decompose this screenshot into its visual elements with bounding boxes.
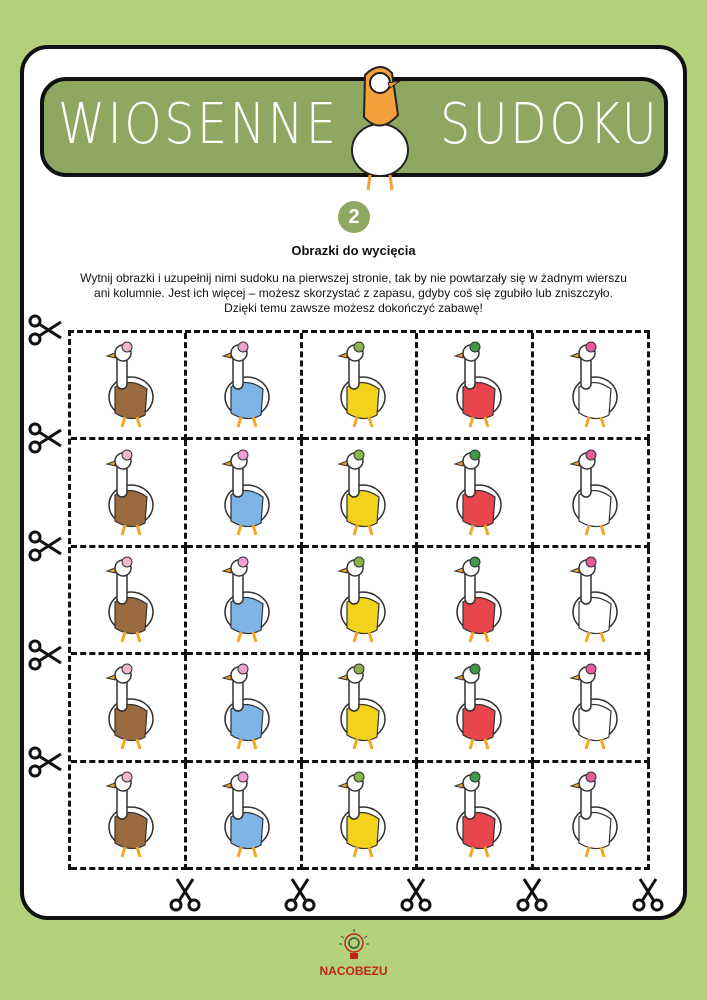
cutout-cell[interactable] — [418, 440, 534, 547]
cutout-cell[interactable] — [534, 440, 650, 547]
cutout-cell[interactable] — [187, 763, 303, 870]
title-right: SUDOKU — [440, 92, 660, 157]
goose-mascot-icon — [340, 55, 420, 195]
cutout-cell[interactable] — [187, 548, 303, 655]
daisy-goose-icon — [319, 659, 399, 755]
scissors-icon — [27, 637, 63, 673]
strawberry-goose-icon — [435, 552, 515, 648]
butterfly-goose-icon — [203, 659, 283, 755]
flower-dress-goose-icon — [551, 552, 631, 648]
bunny-goose-icon — [87, 552, 167, 648]
cutout-cell[interactable] — [71, 763, 187, 870]
cutout-cell[interactable] — [71, 440, 187, 547]
cutout-cell[interactable] — [303, 763, 419, 870]
scissors-icon — [514, 877, 550, 913]
cutout-cell[interactable] — [303, 440, 419, 547]
strawberry-goose-icon — [435, 445, 515, 541]
butterfly-goose-icon — [203, 767, 283, 863]
cutout-cell[interactable] — [418, 763, 534, 870]
daisy-goose-icon — [319, 445, 399, 541]
scissors-icon — [167, 877, 203, 913]
bunny-goose-icon — [87, 445, 167, 541]
instructions — [40, 271, 667, 316]
page-number-badge: 2 — [338, 201, 370, 233]
flower-dress-goose-icon — [551, 445, 631, 541]
instructions-line: Wytnij obrazki i uzupełnij nimi sudoku na pierwszej stronie, tak by nie powtarzały się w żadnym wierszu — [80, 271, 627, 285]
cutout-cell[interactable] — [187, 333, 303, 440]
cutout-cell[interactable] — [187, 655, 303, 762]
cutout-cell[interactable] — [418, 655, 534, 762]
cutout-grid — [68, 330, 650, 870]
strawberry-goose-icon — [435, 659, 515, 755]
instructions-line: ani kolumnie. Jest ich więcej – możesz skorzystać z zapasu, gdyby coś się zgubiło lub zniszczyło. — [94, 286, 613, 300]
daisy-goose-icon — [319, 767, 399, 863]
butterfly-goose-icon — [203, 552, 283, 648]
scissors-icon — [27, 312, 63, 348]
bunny-goose-icon — [87, 767, 167, 863]
cutout-cell[interactable] — [418, 548, 534, 655]
cutout-cell[interactable] — [418, 333, 534, 440]
title-left: WIOSENNE — [58, 92, 339, 157]
cutout-cell[interactable] — [71, 333, 187, 440]
bunny-goose-icon — [87, 659, 167, 755]
scissors-icon — [630, 877, 666, 913]
strawberry-goose-icon — [435, 767, 515, 863]
flower-dress-goose-icon — [551, 767, 631, 863]
flower-dress-goose-icon — [551, 337, 631, 433]
cutout-cell[interactable] — [71, 548, 187, 655]
butterfly-goose-icon — [203, 445, 283, 541]
cutout-cell[interactable] — [534, 655, 650, 762]
lightbulb-logo-icon — [336, 928, 372, 964]
cutout-cell[interactable] — [187, 440, 303, 547]
subtitle: Obrazki do wycięcia — [291, 243, 416, 258]
cutout-cell[interactable] — [303, 548, 419, 655]
strawberry-goose-icon — [435, 337, 515, 433]
cutout-cell[interactable] — [534, 548, 650, 655]
flower-dress-goose-icon — [551, 659, 631, 755]
butterfly-goose-icon — [203, 337, 283, 433]
scissors-icon — [27, 528, 63, 564]
daisy-goose-icon — [319, 337, 399, 433]
cutout-cell[interactable] — [303, 333, 419, 440]
cutout-cell[interactable] — [534, 333, 650, 440]
daisy-goose-icon — [319, 552, 399, 648]
scissors-icon — [27, 420, 63, 456]
brand-name: NACOBEZU — [319, 964, 388, 978]
scissors-icon — [282, 877, 318, 913]
scissors-icon — [398, 877, 434, 913]
scissors-icon — [27, 744, 63, 780]
instructions-line: Dzięki temu zawsze możesz dokończyć zabawę! — [224, 301, 483, 315]
cutout-cell[interactable] — [303, 655, 419, 762]
cutout-cell[interactable] — [534, 763, 650, 870]
cutout-cell[interactable] — [71, 655, 187, 762]
bunny-goose-icon — [87, 337, 167, 433]
